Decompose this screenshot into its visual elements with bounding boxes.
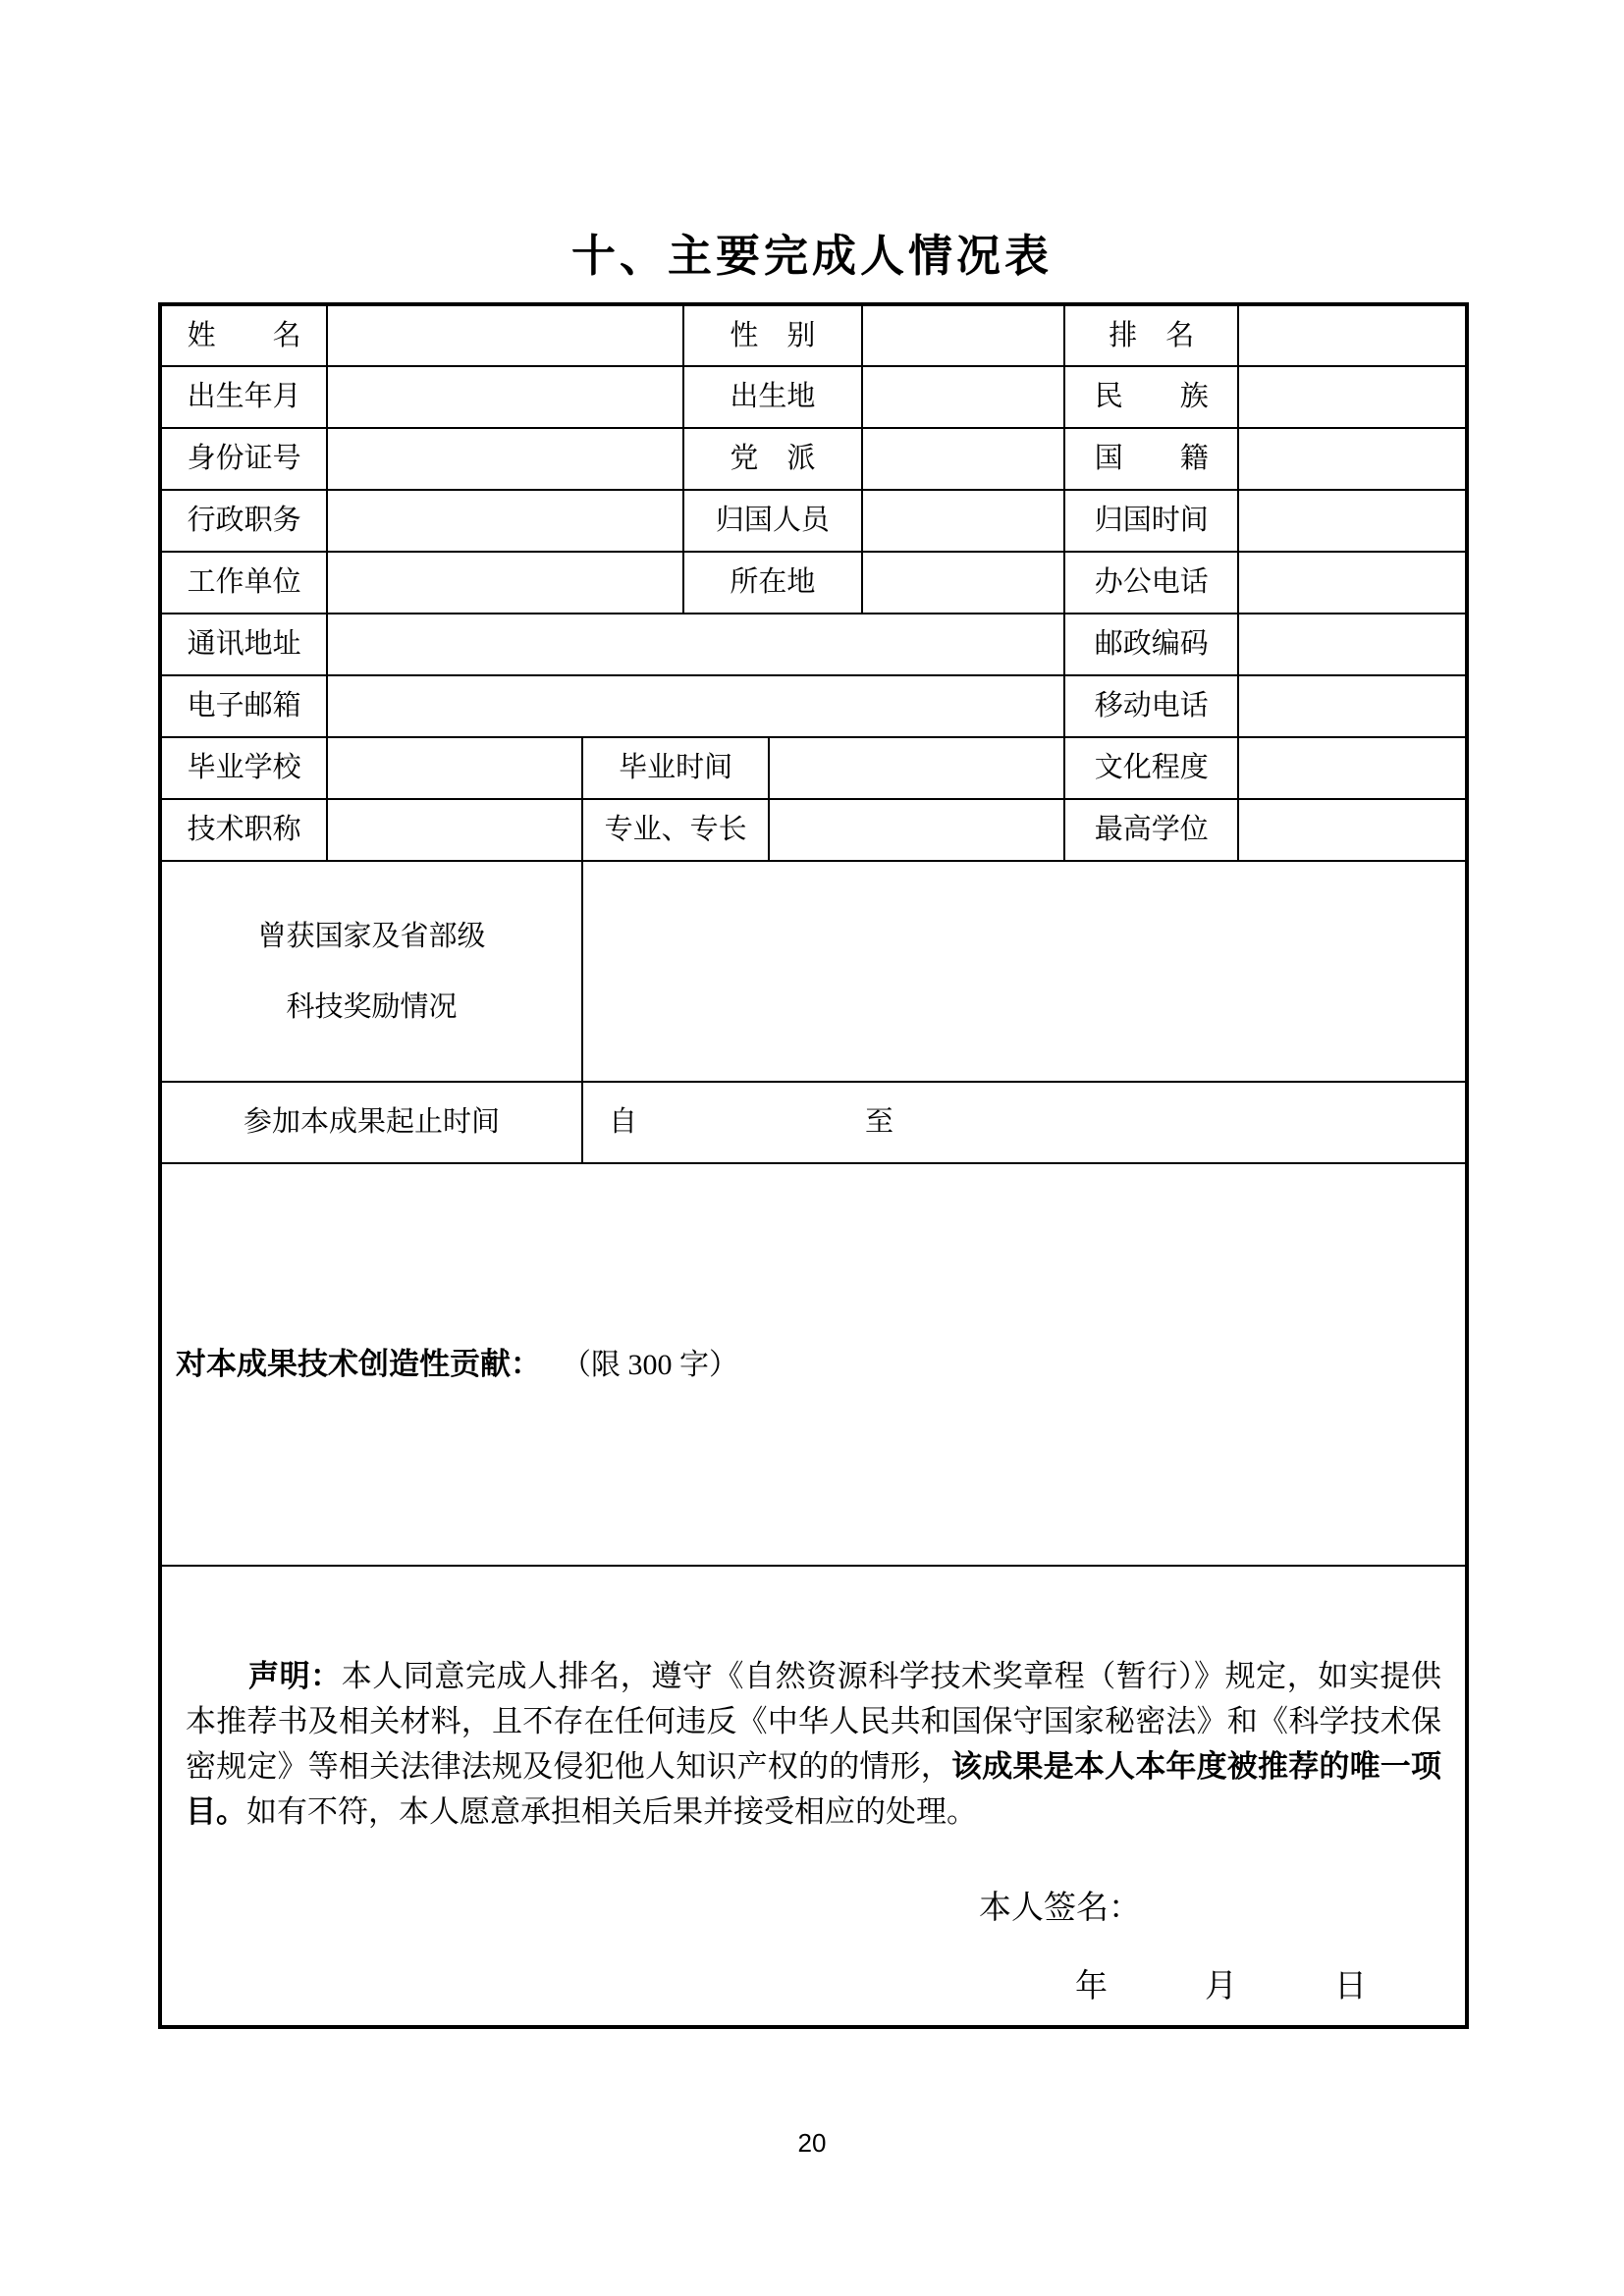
id-number-value-cell[interactable] <box>327 428 683 490</box>
awards-value-cell[interactable] <box>582 861 1467 1082</box>
specialty-label: 专业、专长 <box>582 799 769 861</box>
email-label: 电子邮箱 <box>160 675 327 737</box>
graduation-time-value-cell[interactable] <box>769 737 1064 799</box>
id-number-label: 身份证号 <box>160 428 327 490</box>
mobile-phone-label: 移动电话 <box>1064 675 1238 737</box>
awards-label-line2: 科技奖励情况 <box>286 990 458 1023</box>
location-value-cell[interactable] <box>862 552 1064 614</box>
page-number: 20 <box>797 2128 827 2158</box>
rank-label: 排 名 <box>1064 304 1238 366</box>
participation-period-value-cell[interactable]: 自 至 <box>582 1082 1467 1163</box>
table-row <box>160 861 1467 1082</box>
admin-position-label: 行政职务 <box>160 490 327 552</box>
contribution-label: 对本成果技术创造性贡献： <box>176 1347 541 1381</box>
name-label: 姓 名 <box>160 304 327 366</box>
work-unit-value-cell[interactable] <box>327 552 683 614</box>
nationality-label: 国 籍 <box>1064 428 1238 490</box>
ethnicity-value-cell[interactable] <box>1238 366 1467 428</box>
mailing-address-value-cell[interactable] <box>327 614 1064 675</box>
awards-label-line1: 曾获国家及省部级 <box>257 920 486 952</box>
table-row <box>160 1566 1467 2027</box>
completer-info-table <box>158 302 1469 2029</box>
returnee-value-cell[interactable] <box>862 490 1064 552</box>
education-level-label: 文化程度 <box>1064 737 1238 799</box>
work-unit-label: 工作单位 <box>160 552 327 614</box>
ethnicity-label: 民 族 <box>1064 366 1238 428</box>
birth-date-value-cell[interactable] <box>327 366 683 428</box>
date-line[interactable]: 年 月 日 <box>1075 1968 1367 2004</box>
contribution-cell[interactable] <box>160 1163 1467 1566</box>
table-row <box>160 675 1467 737</box>
technical-title-value-cell[interactable] <box>327 799 582 861</box>
table-row <box>160 614 1467 675</box>
graduation-school-value-cell[interactable] <box>327 737 582 799</box>
page-title: 十、主要完成人情况表 <box>570 231 1053 281</box>
graduation-time-label: 毕业时间 <box>582 737 769 799</box>
declaration-cell <box>160 1566 1467 2027</box>
birth-date-label: 出生年月 <box>160 366 327 428</box>
table-row <box>160 1082 1467 1163</box>
name-value-cell[interactable] <box>327 304 683 366</box>
party-value-cell[interactable] <box>862 428 1064 490</box>
table-row <box>160 428 1467 490</box>
gender-value-cell[interactable] <box>862 304 1064 366</box>
admin-position-value-cell[interactable] <box>327 490 683 552</box>
table-row <box>160 737 1467 799</box>
table-row <box>160 366 1467 428</box>
highest-degree-value-cell[interactable] <box>1238 799 1467 861</box>
table-row <box>160 1163 1467 1566</box>
table-row <box>160 552 1467 614</box>
table-row <box>160 799 1467 861</box>
email-value-cell[interactable] <box>327 675 1064 737</box>
signature-label[interactable]: 本人签名： <box>979 1890 1141 1926</box>
table-row <box>160 490 1467 552</box>
postal-code-value-cell[interactable] <box>1238 614 1467 675</box>
gender-label: 性 别 <box>683 304 861 366</box>
office-phone-value-cell[interactable] <box>1238 552 1467 614</box>
birth-place-value-cell[interactable] <box>862 366 1064 428</box>
office-phone-label: 办公电话 <box>1064 552 1238 614</box>
education-level-value-cell[interactable] <box>1238 737 1467 799</box>
contribution-limit-note: （限 300 字） <box>576 1349 738 1381</box>
return-time-label: 归国时间 <box>1064 490 1238 552</box>
return-time-value-cell[interactable] <box>1238 490 1467 552</box>
awards-label <box>160 861 582 1082</box>
location-label: 所在地 <box>683 552 861 614</box>
declaration-paragraph <box>186 1654 1441 1835</box>
declaration-text-2: 如有不符，本人愿意承担相关后果并接受相应的处理。 <box>246 1793 977 1829</box>
mailing-address-label: 通讯地址 <box>160 614 327 675</box>
declaration-intro: 声明： <box>248 1658 342 1693</box>
mobile-phone-value-cell[interactable] <box>1238 675 1467 737</box>
rank-value-cell[interactable] <box>1238 304 1467 366</box>
table-row <box>160 304 1467 366</box>
birth-place-label: 出生地 <box>683 366 861 428</box>
party-label: 党 派 <box>683 428 861 490</box>
technical-title-label: 技术职称 <box>160 799 327 861</box>
returnee-label: 归国人员 <box>683 490 861 552</box>
graduation-school-label: 毕业学校 <box>160 737 327 799</box>
participation-period-label: 参加本成果起止时间 <box>160 1082 582 1163</box>
highest-degree-label: 最高学位 <box>1064 799 1238 861</box>
specialty-value-cell[interactable] <box>769 799 1064 861</box>
nationality-value-cell[interactable] <box>1238 428 1467 490</box>
postal-code-label: 邮政编码 <box>1064 614 1238 675</box>
declaration-bold-sentence: 该成果是本人本年度被推荐的唯一项目。 <box>186 1748 1441 1829</box>
declaration-text-1: 本人同意完成人排名，遵守《自然资源科学技术奖章程（暂行）》规定，如实提供本推荐书及相关材料，且不存在任何违反《中华人民共和国保守国家秘密法》和《科学技术保密规定》等相关法律法规及侵犯他人知识产权的的情形， <box>186 1658 1442 1784</box>
